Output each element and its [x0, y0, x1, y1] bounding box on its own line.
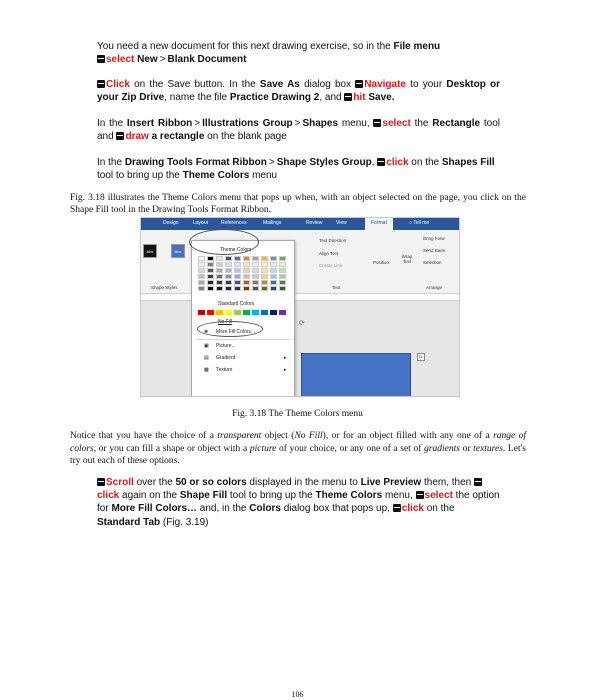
tell-me-box[interactable]: ○ Tell me: [409, 220, 430, 226]
tab-review[interactable]: Review: [306, 220, 323, 226]
gradient-option[interactable]: Gradient: [216, 355, 236, 361]
create-link-button: Create Link: [319, 263, 343, 268]
standard-color-swatch[interactable]: [207, 310, 214, 315]
more-fill-colors-option[interactable]: More Fill Colors...: [216, 329, 256, 335]
theme-colors-screenshot: [140, 217, 460, 397]
menu-divider: [196, 339, 290, 340]
instruction-more-fill-colors: Scroll over the 50 or so colors displayed in the menu to Live Preview them, then click again on the Shape Fill tool to bring up the Theme Colors menu, select the option for More Fill Colors… and, in the Colors dialog box that pops up, click on the Standard Tab (Fig. 3.19): [97, 477, 500, 528]
theme-color-swatch[interactable]: [234, 262, 241, 267]
standard-color-swatch[interactable]: [225, 310, 232, 315]
bring-forward-button[interactable]: Bring Forw: [423, 236, 445, 241]
standard-color-swatch[interactable]: [234, 310, 241, 315]
horizontal-ruler: [141, 294, 459, 301]
theme-color-swatch[interactable]: [270, 286, 277, 291]
page-number: 106: [291, 690, 304, 699]
theme-color-swatch[interactable]: [279, 274, 286, 279]
theme-color-swatch[interactable]: [261, 286, 268, 291]
standard-color-swatch[interactable]: [279, 310, 286, 315]
pointer-icon: [97, 478, 105, 486]
color-wheel-icon: ❀: [204, 329, 209, 335]
text-group-label: Text: [332, 285, 341, 290]
theme-color-swatch[interactable]: [243, 280, 250, 285]
theme-colors-grid: [198, 256, 287, 291]
pointer-icon: [97, 80, 105, 88]
shape-style-black[interactable]: Abc: [143, 244, 157, 258]
theme-color-swatch[interactable]: [207, 280, 214, 285]
texture-option[interactable]: Texture: [216, 367, 233, 373]
theme-color-swatch[interactable]: [279, 268, 286, 273]
theme-color-swatch[interactable]: [252, 280, 259, 285]
theme-color-swatch[interactable]: [207, 262, 214, 267]
theme-color-swatch[interactable]: [216, 286, 223, 291]
position-button[interactable]: Position: [373, 260, 390, 265]
tab-references[interactable]: References: [221, 220, 247, 226]
instruction-draw-rectangle: In the Insert Ribbon > Illustrations Group > Shapes menu, select the Rectangle tool and draw a rectangle on the blank page: [97, 118, 500, 143]
pointer-icon: [97, 55, 105, 63]
figure-intro-text: Fig. 3.18 illustrates the Theme Colors menu that pops up when, with an object selected on the page, you click on the Shape Fill tool in the Drawing Tools Format Ribbon.: [70, 193, 526, 215]
theme-color-swatch[interactable]: [198, 286, 205, 291]
shape-style-blue[interactable]: Abc: [171, 244, 185, 258]
theme-color-swatch[interactable]: [252, 286, 259, 291]
theme-color-swatch[interactable]: [261, 268, 268, 273]
theme-color-swatch[interactable]: [279, 256, 286, 261]
theme-color-swatch[interactable]: [198, 268, 205, 273]
theme-colors-menu: [191, 240, 295, 397]
theme-color-swatch[interactable]: [234, 286, 241, 291]
theme-color-swatch[interactable]: [225, 262, 232, 267]
theme-color-swatch[interactable]: [243, 256, 250, 261]
theme-color-swatch[interactable]: [207, 256, 214, 261]
standard-color-swatch[interactable]: [270, 310, 277, 315]
pointer-icon: [344, 93, 352, 101]
theme-color-swatch[interactable]: [225, 286, 232, 291]
theme-color-swatch[interactable]: [279, 280, 286, 285]
lightbulb-icon: ○: [409, 220, 414, 226]
theme-color-swatch[interactable]: [216, 274, 223, 279]
theme-color-swatch[interactable]: [243, 274, 250, 279]
theme-color-swatch[interactable]: [216, 256, 223, 261]
picture-option[interactable]: Picture...: [216, 343, 236, 349]
theme-color-swatch[interactable]: [198, 256, 205, 261]
texture-icon: ▩: [204, 367, 209, 373]
document-canvas: [141, 301, 459, 397]
selection-pane-button[interactable]: Selection: [423, 260, 442, 265]
standard-color-swatch[interactable]: [198, 310, 205, 315]
standard-colors-row: [198, 310, 287, 315]
theme-colors-heading: Theme Colors: [220, 247, 252, 253]
pointer-icon: [373, 119, 381, 127]
instruction-new-document: You need a new document for this next drawing exercise, so in the File menu select New > Blank Document: [97, 41, 441, 66]
theme-color-swatch[interactable]: [243, 268, 250, 273]
shape-styles-group-label: Shape Styles: [151, 285, 178, 290]
theme-color-swatch[interactable]: [198, 274, 205, 279]
theme-color-swatch[interactable]: [234, 274, 241, 279]
standard-color-swatch[interactable]: [252, 310, 259, 315]
ribbon-tab-bar: [141, 218, 459, 230]
theme-color-swatch[interactable]: [252, 274, 259, 279]
theme-color-swatch[interactable]: [270, 262, 277, 267]
no-fill-option[interactable]: No Fill: [218, 319, 233, 325]
layout-options-icon[interactable]: ⊔: [419, 354, 423, 359]
tab-layout[interactable]: Layout: [193, 220, 209, 226]
theme-color-swatch[interactable]: [225, 256, 232, 261]
theme-color-swatch[interactable]: [261, 280, 268, 285]
tab-mailings[interactable]: Mailings: [263, 220, 282, 226]
selected-rectangle-shape[interactable]: [301, 353, 411, 397]
pointer-icon: [377, 158, 385, 166]
theme-color-swatch[interactable]: [234, 280, 241, 285]
highlight-oval-more-fill-colors: [197, 321, 263, 337]
pointer-icon: [116, 132, 124, 140]
theme-color-swatch[interactable]: [252, 262, 259, 267]
instruction-shape-fill: In the Drawing Tools Format Ribbon > Shape Styles Group, click on the Shapes Fill tool to bring up the Theme Colors menu: [97, 157, 495, 182]
theme-color-swatch[interactable]: [279, 286, 286, 291]
theme-color-swatch[interactable]: [234, 256, 241, 261]
tab-format[interactable]: Format: [365, 218, 393, 230]
theme-color-swatch[interactable]: [243, 286, 250, 291]
chevron-right-icon: ▸: [284, 355, 287, 361]
theme-color-swatch[interactable]: [207, 286, 214, 291]
theme-color-swatch[interactable]: [279, 262, 286, 267]
theme-color-swatch[interactable]: [261, 262, 268, 267]
picture-icon: ▣: [204, 343, 209, 349]
rotate-handle-icon[interactable]: ⟳: [299, 320, 305, 327]
highlight-oval-shape-fill: [189, 229, 259, 255]
theme-color-swatch[interactable]: [216, 280, 223, 285]
tab-design[interactable]: Design: [163, 220, 179, 226]
standard-color-swatch[interactable]: [261, 310, 268, 315]
theme-color-swatch[interactable]: [252, 268, 259, 273]
arrange-group-label: Arrange: [426, 285, 443, 290]
tab-view[interactable]: View: [336, 220, 347, 226]
theme-color-swatch[interactable]: [270, 268, 277, 273]
theme-color-swatch[interactable]: [261, 274, 268, 279]
theme-color-swatch[interactable]: [225, 280, 232, 285]
theme-color-swatch[interactable]: [207, 274, 214, 279]
theme-color-swatch[interactable]: [234, 268, 241, 273]
theme-color-swatch[interactable]: [207, 268, 214, 273]
figure-caption: Fig. 3.18 The Theme Colors menu: [232, 409, 363, 419]
theme-color-swatch[interactable]: [270, 280, 277, 285]
theme-color-swatch[interactable]: [225, 274, 232, 279]
pointer-icon: [393, 504, 401, 512]
theme-color-swatch[interactable]: [225, 268, 232, 273]
chevron-right-icon: ▸: [284, 367, 287, 373]
standard-color-swatch[interactable]: [243, 310, 250, 315]
theme-color-swatch[interactable]: [216, 268, 223, 273]
gradient-icon: ▤: [204, 355, 209, 361]
text-direction-button[interactable]: Text Direction: [319, 238, 347, 243]
notice-paragraph: Notice that you have the choice of a transparent object (No Fill), or for an object filled with any one of a range of colors, or you can fill a shape or object with a picture of your choice, or any one of a set of gradients or textures. Let's try out each of these options.: [70, 431, 527, 466]
theme-color-swatch[interactable]: [270, 256, 277, 261]
align-text-button[interactable]: Align Text: [319, 251, 339, 256]
wrap-text-button[interactable]: Wrap Text: [401, 254, 413, 264]
send-backward-button[interactable]: Send Back: [423, 248, 445, 253]
pointer-icon: [355, 80, 363, 88]
pointer-icon: [416, 491, 424, 499]
pointer-icon: [474, 478, 482, 486]
theme-color-swatch[interactable]: [198, 262, 205, 267]
theme-color-swatch[interactable]: [243, 262, 250, 267]
theme-color-swatch[interactable]: [252, 256, 259, 261]
theme-color-swatch[interactable]: [270, 274, 277, 279]
instruction-save-as: Click on the Save button. In the Save As dialog box Navigate to your Desktop or your Zip Drive, name the file Practice Drawing 2, and hit Save.: [97, 79, 500, 104]
theme-color-swatch[interactable]: [198, 280, 205, 285]
standard-color-swatch[interactable]: [216, 310, 223, 315]
theme-color-swatch[interactable]: [261, 256, 268, 261]
standard-colors-heading: Standard Colors: [218, 301, 255, 307]
theme-color-swatch[interactable]: [216, 262, 223, 267]
